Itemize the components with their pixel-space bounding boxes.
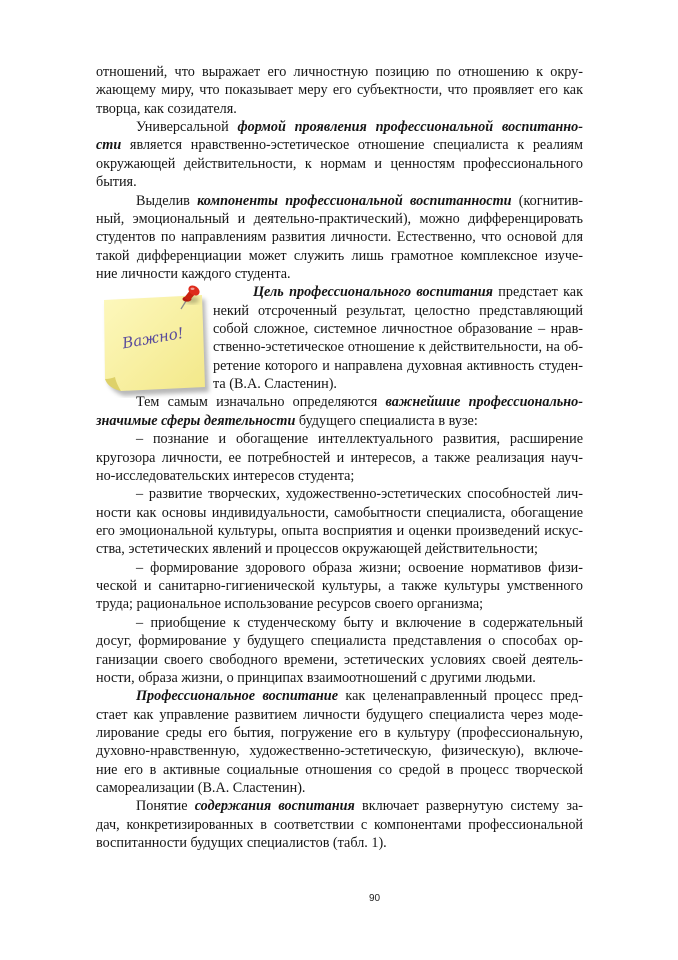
text-run: Универсальной (136, 119, 238, 136)
emphasized-run: формой проявления профессиональной воспитанно- (237, 119, 583, 136)
text-run: жающему миру, что показывает меру его субъектности, что проявляет его как (96, 82, 583, 99)
text-run: его эмоциональной культуры, опыта восприятия и оценки произведений искус- (96, 522, 583, 539)
text-line (213, 375, 583, 393)
text-run: включает развернутую систему за- (354, 798, 583, 815)
text-run: – познание и обогащение интеллектуального развития, расширение (136, 431, 583, 448)
note-paragraph (213, 283, 583, 393)
text-after-note (96, 393, 583, 852)
text-line (96, 210, 583, 228)
text-run: ности, образа жизни, о принципах взаимоотношений с другими людьми. (96, 669, 536, 686)
text-line (213, 283, 583, 301)
text-line (96, 559, 583, 577)
emphasized-run: содержания воспитания (194, 798, 355, 815)
text-line (96, 192, 583, 210)
text-line (96, 724, 583, 742)
text-line (96, 412, 583, 430)
continued-text (96, 63, 583, 118)
text-line (96, 687, 583, 705)
text-run: окружающей действительности, к нормам и ценностям профессионального (96, 155, 583, 172)
text-line (96, 449, 583, 467)
text-line (96, 173, 583, 191)
text-line (96, 834, 583, 852)
text-run: будущего специалиста в вузе: (295, 412, 478, 429)
text-line (96, 504, 583, 522)
emphasized-run: компоненты профессиональной воспитанности (197, 192, 512, 209)
list-item (96, 485, 583, 558)
emphasized-run: Профессиональное воспитание (136, 688, 338, 705)
text-line (96, 522, 583, 540)
text-run: – формирование здорового образа жизни; освоение нормативов физи- (136, 559, 583, 576)
list-item (96, 614, 583, 687)
text-run: предстает как (492, 284, 583, 301)
text-run: труда; рациональное использование ресурсов своего организма; (96, 596, 484, 613)
text-run: как целенаправленный процесс пред- (338, 688, 583, 705)
text-line (96, 797, 583, 815)
emphasized-run: сти (96, 137, 122, 154)
text-run: является нравственно-эстетическое отношение специалиста к реалиям (121, 137, 583, 154)
text-run: ственно-эстетическое отношение к действительности, на об- (213, 339, 583, 356)
text-line (96, 779, 583, 797)
list-item (96, 430, 583, 485)
text-beside-note (213, 283, 583, 393)
text-run: бытия. (96, 174, 137, 191)
paragraph (96, 797, 583, 852)
text-run: такой дифференциации может служить лишь грамотное комплексное изуче- (96, 247, 583, 264)
text-run: стает как управление развитием личности будущего специалиста через моде- (96, 706, 583, 723)
text-run: самореализации (В.А. Сластенин). (96, 780, 306, 797)
text-run: но-исследовательских интересов студента; (96, 467, 355, 484)
text-run: – развитие творческих, художественно-эстетических способностей лич- (136, 486, 583, 503)
text-line (96, 155, 583, 173)
text-run: Тем самым изначально определяются (136, 394, 386, 411)
text-run: отношений, что выражает его личностную позицию по отношению к окру- (96, 64, 583, 80)
text-run: духовно-нравственную, художественно-эстетическую, физическую), включе- (96, 743, 583, 760)
text-line (96, 669, 583, 687)
text-run: воспитанности будущих специалистов (табл. 1). (96, 835, 387, 852)
text-line (213, 357, 583, 375)
text-line (96, 540, 583, 558)
emphasized-run: Цель профессионального воспитания (253, 284, 493, 301)
text-run: досуг, формирование у будущего специалиста представления о способах ор- (96, 633, 583, 650)
paragraph (96, 118, 583, 191)
text-run: Понятие (136, 798, 195, 815)
text-run: ческой и санитарно-гигиенической культуры, а также культуры умственного (96, 578, 583, 595)
text-run: лирование среды его бытия, погружение его в культуру (профессиональную, (96, 724, 583, 741)
text-line (96, 614, 583, 632)
text-run: та (В.А. Сластенин). (213, 376, 337, 393)
text-line (96, 761, 583, 779)
text-line (96, 742, 583, 760)
text-line (96, 651, 583, 669)
text-run: студентов по направлениям развития личности. Естественно, что основой для (96, 229, 583, 246)
text-line (96, 247, 583, 265)
paragraph (96, 687, 583, 797)
emphasized-run: значимые сферы деятельности (96, 412, 296, 429)
text-run: ный, эмоциональный и деятельно-практический), можно дифференцировать (96, 210, 583, 227)
page-number: 90 (369, 893, 381, 904)
paragraph-continued (96, 63, 583, 118)
text-line (96, 118, 583, 136)
text-line (96, 63, 583, 81)
text-line (96, 485, 583, 503)
text-run: кругозора личности, ее потребностей и интересов, а также реализация науч- (96, 449, 583, 466)
text-run: (когнитив- (511, 192, 583, 209)
paragraph (96, 192, 583, 284)
body-text (96, 63, 583, 852)
text-before-note (96, 118, 583, 283)
text-line (96, 430, 583, 448)
text-run: ства, эстетических явлений и процессов окружающей действительности; (96, 541, 538, 558)
text-line (96, 467, 583, 485)
text-run: ние его в активные социальные отношения со средой в процесс творческой (96, 761, 583, 778)
text-line (96, 228, 583, 246)
text-run: Выделив (136, 192, 198, 209)
text-line (96, 136, 583, 154)
text-line (96, 595, 583, 613)
text-line (96, 81, 583, 99)
text-run: ганизации своего свободного времени, эстетических условиях своей деятель- (96, 651, 583, 668)
text-line (96, 706, 583, 724)
text-run: ние личности каждого студента. (96, 265, 291, 282)
text-line (213, 320, 583, 338)
paragraph (96, 393, 583, 430)
text-line (213, 302, 583, 320)
text-run: некий отсроченный результат, целостно представляющий (213, 302, 583, 319)
text-line (213, 338, 583, 356)
text-line (96, 632, 583, 650)
important-sticky-note (96, 284, 214, 398)
text-line (96, 265, 583, 283)
text-run: дач, конкретизированных в соответствии с компонентами профессиональной (96, 816, 583, 833)
text-run: ности как основы индивидуальности, самобытности специалиста, обогащение (96, 504, 583, 521)
text-line (96, 816, 583, 834)
text-run: ретение которого и направлена духовная активность студен- (213, 357, 583, 374)
text-line (96, 577, 583, 595)
text-run: – приобщение к студенческому быту и включение в содержательный (136, 614, 583, 631)
text-run: творца, как созидателя. (96, 100, 237, 117)
list-item (96, 559, 583, 614)
sticky-note-graphic (96, 284, 214, 398)
text-line (96, 100, 583, 118)
emphasized-run: важнейшие профессионально- (385, 394, 583, 411)
sticky-note-label: Важно! (120, 323, 185, 353)
text-run: собой сложное, системное личностное образование – нрав- (213, 321, 583, 338)
